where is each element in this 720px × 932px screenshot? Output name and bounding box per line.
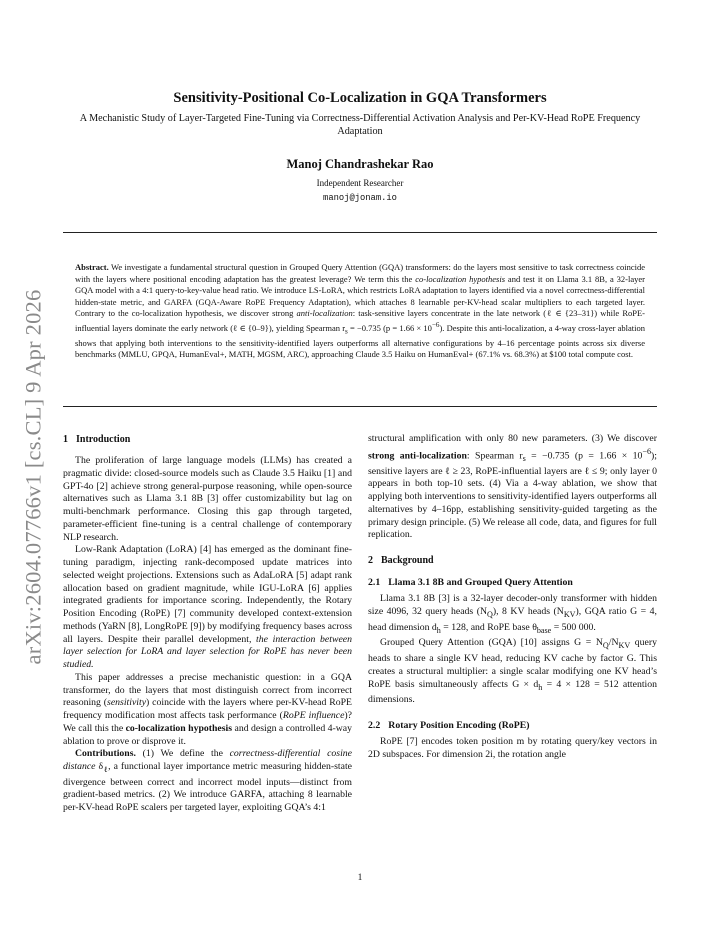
paper-subtitle: A Mechanistic Study of Layer-Targeted Fine-Tuning via Correctness-Differential Activation Analysis and Per-KV-Head RoPE Frequency Adaptation	[79, 113, 641, 137]
abstract-emphasis-2: anti-localization	[296, 308, 353, 319]
section-heading-background	[368, 554, 657, 567]
bg21-p2-sub-q: Q	[602, 641, 609, 651]
abstract-label: Abstract.	[75, 262, 109, 272]
background-rope-paragraph: RoPE [7] encodes token position m by rotating query/key vectors in 2D subspaces. For dimension 2i, the rotation angle	[368, 735, 657, 760]
abstract-emphasis-1: co-localization hypothesis	[415, 273, 506, 284]
arxiv-identifier-text: arXiv:2604.07766v1 [cs.CL] 9 Apr 2026	[20, 289, 45, 665]
intro-p4-delta: δ	[95, 761, 104, 772]
section-heading-introduction	[63, 433, 352, 446]
author-email: manoj@jonam.io	[323, 193, 397, 203]
section-number: 1	[63, 434, 68, 445]
section-title: Background	[381, 555, 434, 567]
bg21-sub-h: h	[436, 625, 441, 635]
intro-p4-superscript: −6	[642, 446, 652, 456]
abstract-text-4: = −0.735 (p = 1.66 × 10	[347, 322, 432, 333]
subsection-title: Llama 3.1 8B and Grouped Query Attention	[388, 577, 573, 589]
intro-paragraph-4-continuation	[368, 433, 657, 542]
abstract	[75, 262, 645, 361]
section-title: Introduction	[76, 434, 131, 445]
intro-p4-text-e: = −0.735 (p = 1.66 × 10	[525, 450, 643, 461]
intro-p4-text-d: : Spearman r	[466, 450, 523, 461]
bg21-text-d: = 128, and RoPE base θ	[440, 621, 537, 633]
intro-paragraph-4-start	[63, 748, 352, 815]
abstract-superscript-p: −6	[431, 320, 440, 329]
bg21-sub-q: Q	[487, 609, 493, 619]
paper-title: Sensitivity-Positional Co-Localization in GQA Transformers	[173, 90, 547, 106]
intro-p4-bold: strong anti-localization	[368, 450, 467, 461]
intro-p2-emphasis: the interaction between layer selection for LoRA and layer selection for RoPE has never been studied.	[63, 633, 352, 670]
subsection-number: 2.1	[368, 577, 381, 589]
intro-p4-subscript-s: s	[522, 453, 526, 463]
abstract-text-2: and test it on Llama 3.1 8B, a 32-layer GQA model with a 4:1 query-to-key-value head ratio. We introduce LS-LoRA, which restricts LoRA adaptation to layers identified via a novel correctness-differential hidden-state metric, and GARFA (GQA-Aware RoPE Frequency Adaptation), which attaches 8 learnable per-KV-head scalar multipliers to each targeted layer. Contrary to the co-localization hypothesis, we discover strong	[75, 273, 645, 319]
bg21-text-b: ), 8 KV heads (N	[492, 605, 564, 617]
abstract-subscript-s: s	[345, 327, 348, 336]
bg21-p2-text-c: query heads to share a single KV head, reducing KV cache by factor G. This creates a structural multiplier: a single scalar modifying one KV head’s RoPE basis simultaneously affects G × d	[368, 637, 657, 690]
intro-p4-text-a: (1) We define the	[135, 748, 230, 760]
contributions-label: Contributions.	[75, 748, 136, 760]
subsection-number: 2.2	[368, 719, 381, 731]
bg21-sub-base: base	[536, 625, 552, 635]
intro-p3-emphasis-1: sensitivity	[107, 697, 147, 709]
section-number: 2	[368, 555, 373, 567]
intro-p4-text-f: ); sensitive layers are ℓ ≥ 23, RoPE-influential layers are ℓ ≤ 9; only layer 0 appears in both top-10 sets. (4) Via a 4-way ablation, we show that applying both interventions to sensitivity-identified layers outperforms all alternatives by 4–16pp, establishing sensitivity-guided targeting as the primary design principle. (5) We release all code, data, and figures for full replication.	[368, 450, 657, 541]
bg21-p2-text-b: /N	[608, 637, 619, 649]
abstract-top-rule	[63, 232, 657, 233]
author-affiliation: Independent Researcher	[316, 178, 404, 188]
intro-p4-text-c: structural amplification with only 80 new parameters. (3) We discover	[368, 433, 657, 444]
bg21-p2-text-d: = 4 × 128 = 512 attention dimensions.	[368, 678, 657, 706]
intro-p4-text-c: , a functional layer importance metric measuring hidden-state divergence between correct and incorrect model inputs—distinct from gradient-based metrics. (2) We introduce GARFA, attaching 8 learnable per-KV-head RoPE scalers per targeted layer, exploiting GQA’s 4:1	[63, 761, 352, 814]
bg21-sub-kv: KV	[563, 609, 576, 619]
arxiv-identifier-stamp	[10, 262, 56, 692]
bg21-p2-sub-h: h	[538, 682, 543, 692]
intro-p3-bold: co-localization hypothesis	[125, 722, 233, 734]
bg21-text-e: = 500 000.	[551, 621, 596, 633]
background-gqa-paragraph	[368, 637, 657, 707]
abstract-bottom-rule	[63, 406, 657, 407]
bg21-text-c: ), GQA ratio G = 4, head dimension d	[368, 605, 657, 633]
subsection-title: Rotary Position Encoding (RoPE)	[388, 719, 530, 731]
bg21-p2-text-a: Grouped Query Attention (GQA) [10] assigns G = N	[380, 637, 603, 649]
intro-p3-emphasis-2: RoPE influence	[282, 710, 345, 721]
intro-p3-text-d: and design a controlled 4-way ablation to prove or disprove it.	[63, 722, 353, 747]
intro-p3-text-c: )? We call this the	[63, 710, 352, 734]
page-number: 1	[357, 873, 363, 883]
background-llama-paragraph	[368, 593, 657, 637]
author-name: Manoj Chandrashekar Rao	[286, 157, 434, 171]
intro-p4-delta-subscript: ℓ	[103, 764, 109, 774]
subsection-heading-llama-gqa	[368, 576, 657, 589]
left-column	[63, 433, 352, 815]
subsection-heading-rope	[368, 719, 657, 732]
intro-p3-text-b: ) coincide with the layers where per-KV-head RoPE frequency modification most affects task performance (	[63, 697, 352, 721]
bg21-text-a: Llama 3.1 8B [3] is a 32-layer decoder-only transformer with hidden size 4096, 32 query heads (N	[368, 593, 657, 617]
abstract-text-1: We investigate a fundamental structural question in Grouped Query Attention (GQA) transformers: do the layers most sensitive to task correctness coincide with the layers where positional encoding adaptation has the greatest leverage? We term this the	[75, 262, 645, 284]
intro-paragraph-1: The proliferation of large language models (LLMs) has created a pragmatic divide: closed-source models such as Claude 3.5 Haiku [1] and GPT-4o [2] achieve strong general-purpose reasoning, while open-source alternatives such as Llama 3.1 8B [3] offer customizability but lag on multi-benchmark performance. Closing this gap through targeted, parameter-efficient fine-tuning is a central challenge of contemporary NLP research.	[63, 455, 352, 543]
intro-p2-text: Low-Rank Adaptation (LoRA) [4] has emerged as the dominant fine-tuning paradigm, injecting rank-decomposed update matrices into selected weight projections. Extensions such as AdaLoRA [5] adapt rank allocation based on gradient magnitude, while IGU-LoRA [6] applies integrated gradients for importance scoring. Independently, the Rotary Position Encoding (RoPE) [7] community developed context-extension methods (YaRN [8], LongRoPE [9]) by modifying frequency bases across all layers. Despite their parallel development,	[63, 544, 352, 645]
abstract-text-5: ). Despite this anti-localization, a 4-way cross-layer ablation shows that applying both interventions to the sensitivity-identified layers outperforms all alternative configurations by 4–16 percentage points across six diverse benchmarks (MMLU, GPQA, HumanEval+, MATH, MGSM, ARC), approaching Claude 3.5 Haiku on HumanEval+ (67.1% vs. 68.3%) at $100 total compute cost.	[75, 322, 645, 360]
intro-p3-text-a: This paper addresses a precise mechanistic question: in a GQA transformer, do the layers that most distinguish correct from incorrect reasoning (	[63, 671, 352, 709]
bg21-p2-sub-kv: KV	[618, 641, 631, 651]
abstract-text-3: : task-sensitive layers concentrate in the late network (ℓ ∈ {23–31}) while RoPE-influential layers dominate the early network (ℓ ∈ {0–9}), yielding Spearman r	[75, 308, 645, 333]
intro-paragraph-2	[63, 544, 352, 672]
intro-p4-emphasis: correctness-differential cosine distance	[63, 748, 352, 772]
intro-paragraph-3	[63, 672, 352, 749]
right-column	[368, 433, 657, 761]
